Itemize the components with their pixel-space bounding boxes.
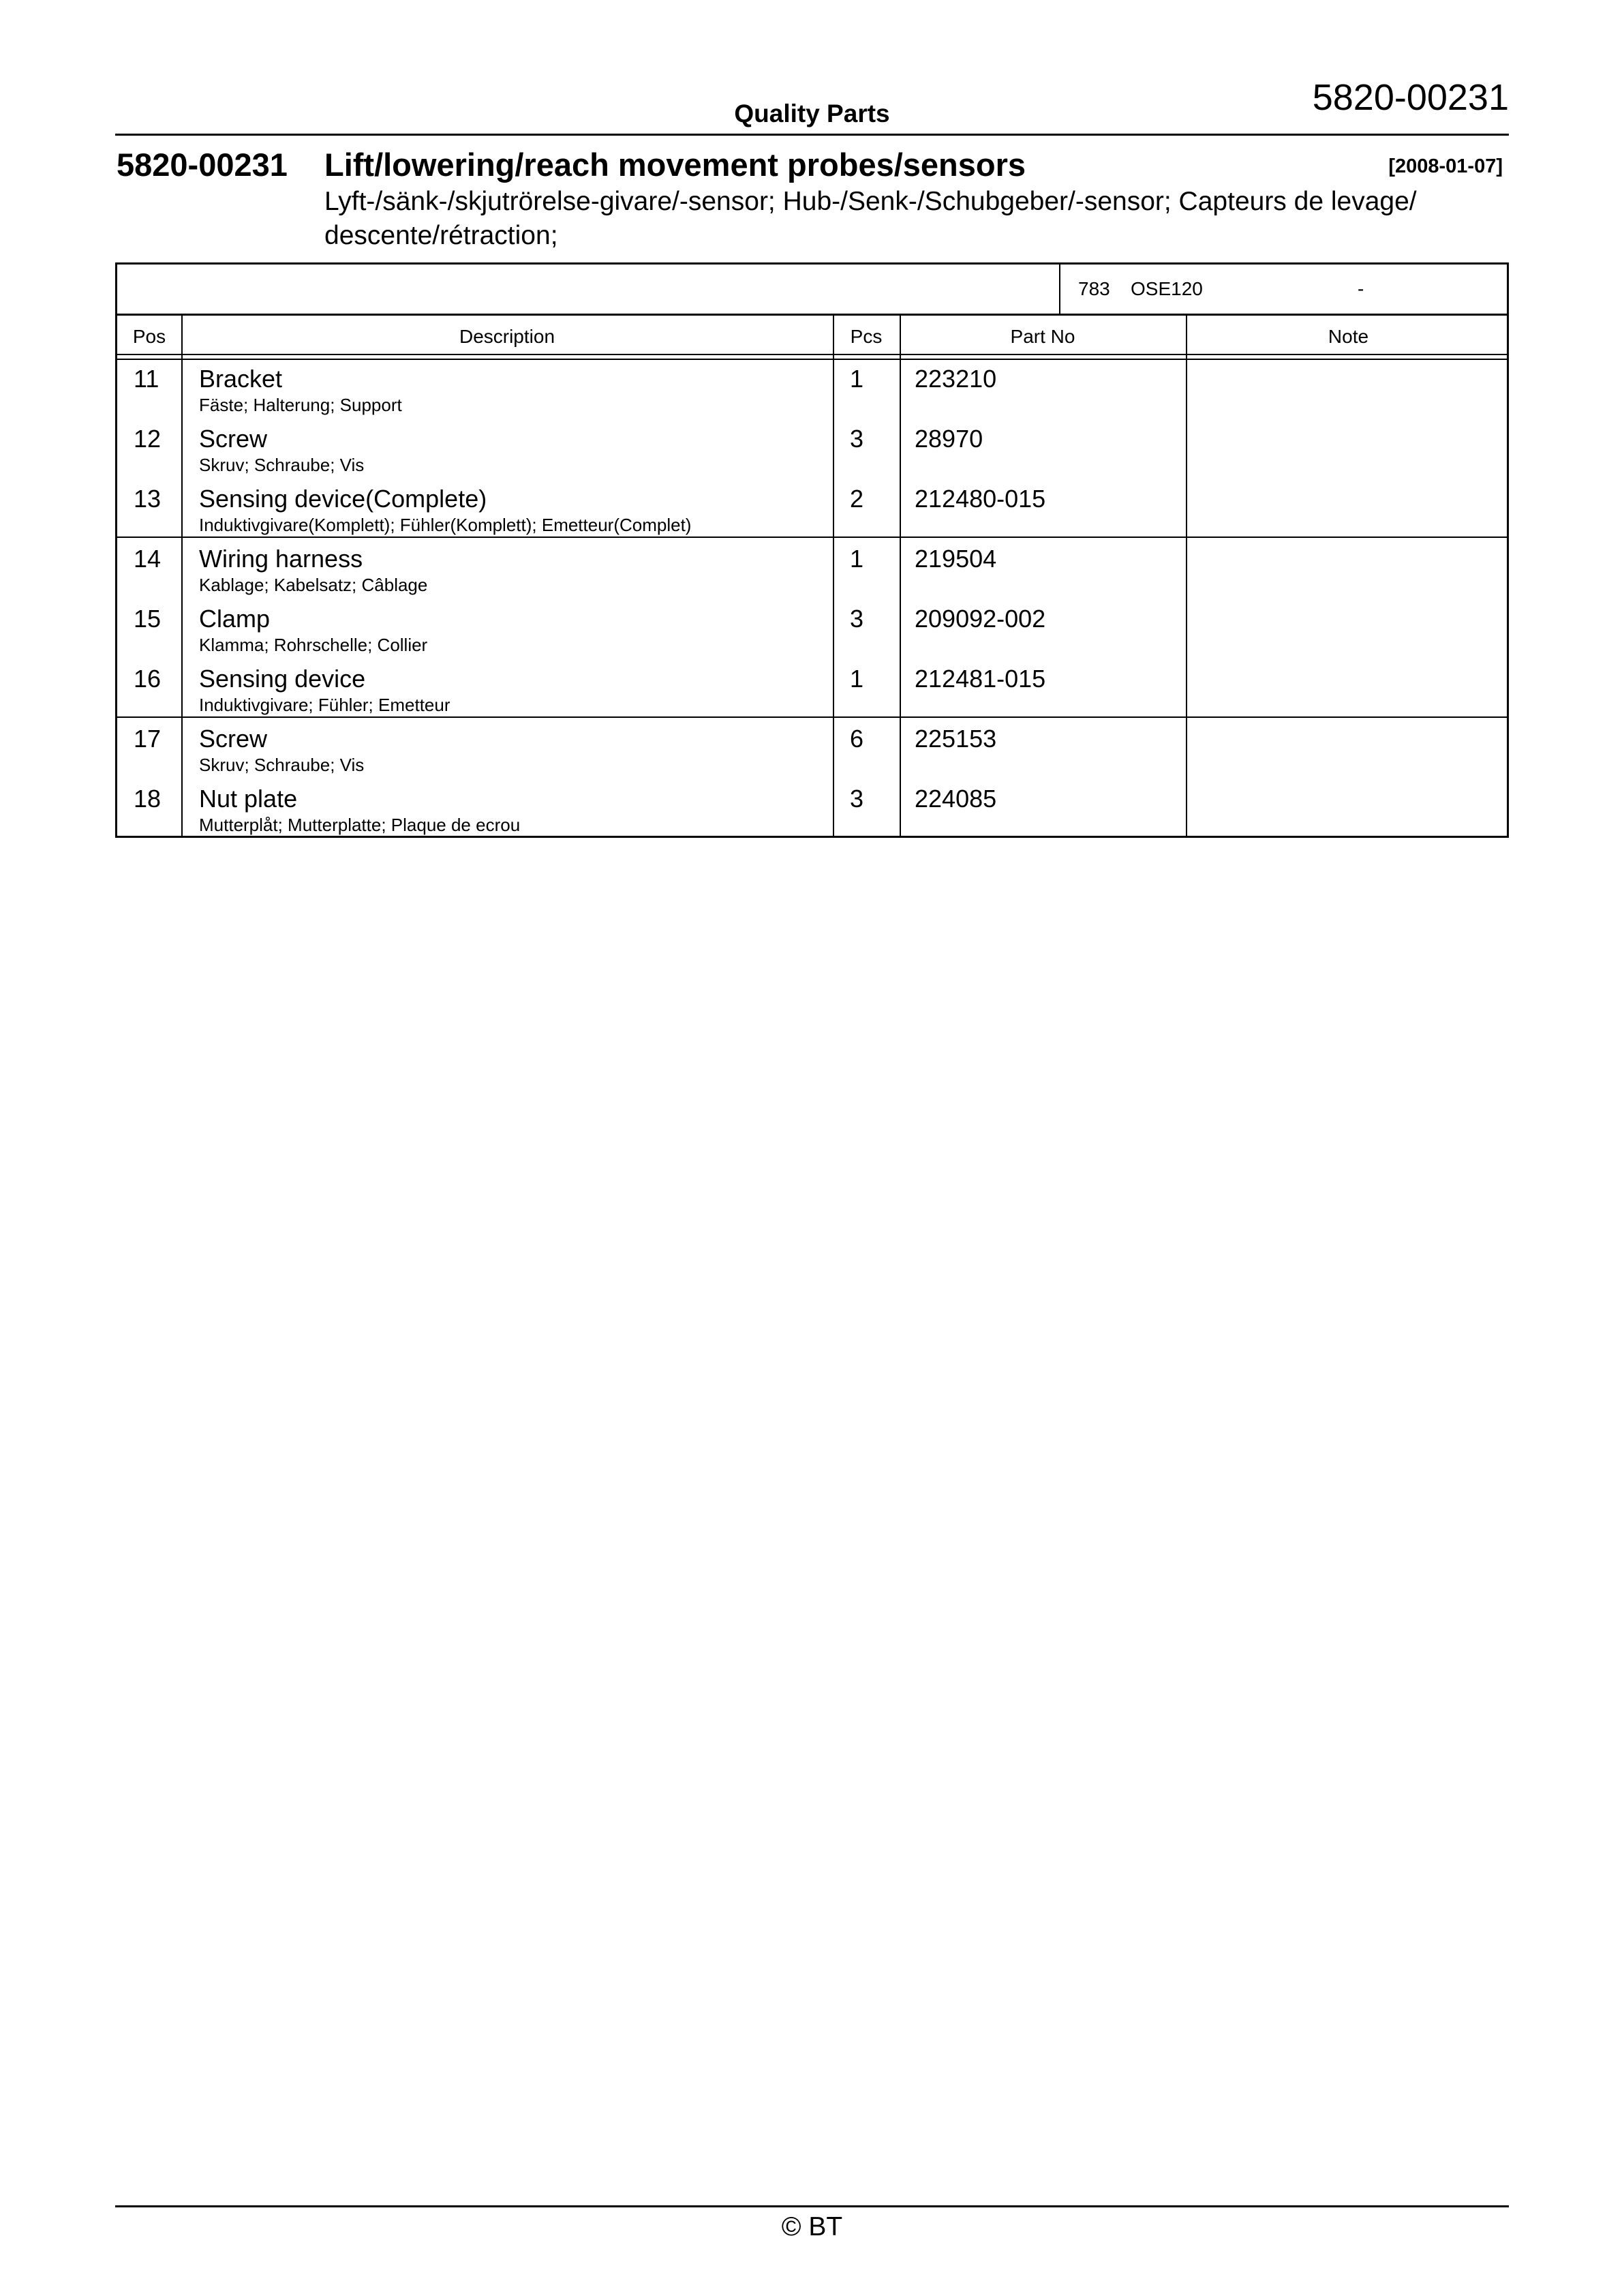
row-part-no: 224085 xyxy=(915,785,997,813)
row-description: Bracket xyxy=(199,365,283,393)
model-range: - xyxy=(1358,278,1364,299)
col-header-description: Description xyxy=(459,326,555,347)
row-pcs: 6 xyxy=(850,725,864,753)
row-part-no: 225153 xyxy=(915,725,997,753)
row-pos: 14 xyxy=(134,545,162,573)
row-part-no: 209092-002 xyxy=(915,605,1046,633)
row-description: Sensing device(Complete) xyxy=(199,485,487,513)
row-translations: Induktivgivare; Fühler; Emetteur xyxy=(199,695,450,715)
model-name: OSE120 xyxy=(1131,278,1203,299)
row-part-no: 223210 xyxy=(915,365,997,393)
row-description: Screw xyxy=(199,725,268,753)
row-part-no: 28970 xyxy=(915,425,983,453)
row-pcs: 1 xyxy=(850,665,864,693)
table-row xyxy=(117,541,1507,601)
section-date: [2008-01-07] xyxy=(1388,155,1503,177)
row-description: Sensing device xyxy=(199,665,366,693)
model-code: 783 xyxy=(1078,278,1110,299)
row-pos: 16 xyxy=(134,665,162,693)
row-translations: Klamma; Rohrschelle; Collier xyxy=(199,635,428,655)
col-header-pos: Pos xyxy=(132,326,166,347)
header-doc-code: 5820-00231 xyxy=(1312,77,1509,118)
section-code: 5820-00231 xyxy=(117,147,288,183)
row-translations: Kablage; Kabelsatz; Câblage xyxy=(199,575,428,595)
row-part-no: 212481-015 xyxy=(915,665,1046,693)
header-rule-top xyxy=(117,354,1507,355)
row-translations: Induktivgivare(Komplett); Fühler(Komplett); Emetteur(Complet) xyxy=(199,515,692,535)
row-pos: 17 xyxy=(134,725,162,753)
header-rule-bottom xyxy=(117,359,1507,360)
header-title: Quality Parts xyxy=(734,100,890,127)
parts-table xyxy=(115,314,1509,838)
table-row xyxy=(117,481,1507,541)
section-translations: Lyft-/sänk-/skjutrörelse-givare/-sensor; Hub-/Senk-/Schubgeber/-sensor; Capteurs de levage/ descente/rétraction; xyxy=(324,187,1417,250)
section-title: Lift/lowering/reach movement probes/sensors xyxy=(324,147,1026,183)
table-row xyxy=(117,421,1507,481)
row-description: Clamp xyxy=(199,605,271,633)
row-pos: 12 xyxy=(134,425,162,453)
header-rule xyxy=(115,134,1509,136)
row-pcs: 1 xyxy=(850,545,864,573)
row-pcs: 1 xyxy=(850,365,864,393)
col-header-part-no: Part No xyxy=(1010,326,1075,347)
table-row xyxy=(117,601,1507,661)
row-translations: Skruv; Schraube; Vis xyxy=(199,455,365,475)
footer-copyright: © BT xyxy=(781,2212,843,2241)
table-row xyxy=(117,781,1507,841)
row-pos: 11 xyxy=(134,365,159,393)
row-description: Wiring harness xyxy=(199,545,363,573)
row-pos: 15 xyxy=(134,605,162,633)
row-pcs: 3 xyxy=(850,605,864,633)
col-header-note: Note xyxy=(1328,326,1369,347)
row-translations: Fäste; Halterung; Support xyxy=(199,395,402,415)
table-row xyxy=(117,361,1507,421)
footer-rule xyxy=(115,2205,1509,2207)
model-box xyxy=(115,262,1509,316)
col-header-pcs: Pcs xyxy=(850,326,883,347)
row-translations: Mutterplåt; Mutterplatte; Plaque de ecrou xyxy=(199,815,521,835)
row-description: Nut plate xyxy=(199,785,298,813)
row-part-no: 212480-015 xyxy=(915,485,1046,513)
row-translations: Skruv; Schraube; Vis xyxy=(199,755,365,775)
row-part-no: 219504 xyxy=(915,545,997,573)
table-row xyxy=(117,721,1507,781)
row-pos: 13 xyxy=(134,485,162,513)
row-pcs: 2 xyxy=(850,485,864,513)
row-pcs: 3 xyxy=(850,425,864,453)
model-divider xyxy=(1059,265,1060,314)
row-description: Screw xyxy=(199,425,268,453)
row-pos: 18 xyxy=(134,785,162,813)
row-pcs: 3 xyxy=(850,785,864,813)
table-row xyxy=(117,661,1507,721)
